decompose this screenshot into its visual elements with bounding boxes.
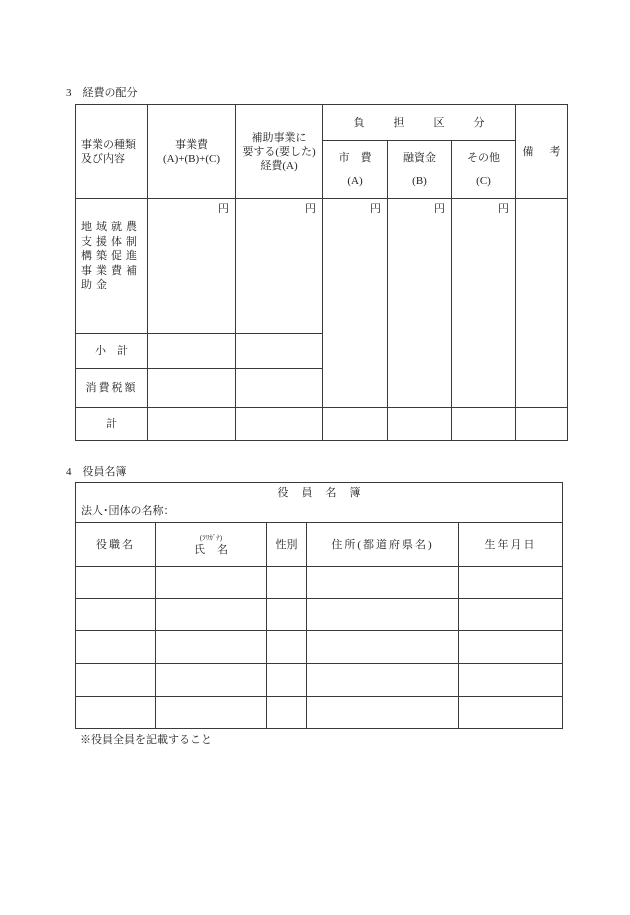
roster-row-cell — [75, 696, 156, 729]
header-gender — [266, 522, 307, 567]
total-loan-cell — [387, 407, 452, 441]
roster-row-cell — [75, 630, 156, 664]
project-name-line-5: 助金 — [81, 279, 111, 291]
header-address — [306, 522, 459, 567]
header-name-label: 氏名 — [194, 543, 240, 556]
header-city-expense — [322, 140, 388, 199]
yen-unit: 円 — [305, 203, 316, 215]
header-address-label: 住所(都道府県名) — [331, 538, 434, 551]
roster-row-cell — [266, 696, 307, 729]
roster-row-cell — [155, 696, 267, 729]
roster-row-cell — [155, 630, 267, 664]
subtotal-label: 小 計 — [95, 345, 128, 357]
tax-label-cell — [75, 368, 148, 408]
header-birthdate-label: 生年月日 — [484, 538, 537, 551]
total-remarks-cell — [515, 407, 568, 441]
subtotal-total-cost-cell — [147, 333, 236, 369]
project-name-cell — [75, 198, 148, 334]
other-cell — [451, 198, 516, 408]
header-name — [155, 522, 267, 567]
subtotal-subsidy-cost-cell — [235, 333, 323, 369]
total-cost-cell — [147, 198, 236, 334]
subtotal-label-cell — [75, 333, 148, 369]
header-project-type — [75, 104, 148, 199]
roster-row-cell — [266, 663, 307, 697]
roster-row-cell — [306, 663, 459, 697]
roster-row-cell — [458, 663, 563, 697]
roster-row-cell — [458, 566, 563, 599]
header-burden-category-label: 負担区分 — [353, 116, 514, 129]
header-gender-label: 性別 — [275, 538, 298, 551]
roster-row-cell — [266, 598, 307, 631]
roster-row-cell — [458, 630, 563, 664]
tax-subsidy-cost-cell — [235, 368, 323, 408]
project-name-line-3: 構築促進 — [81, 250, 141, 262]
header-total-cost-line-1: 事業費 — [175, 138, 208, 151]
header-total-cost — [147, 104, 236, 199]
header-other-code: (C) — [476, 174, 491, 187]
roster-row-cell — [306, 598, 459, 631]
roster-row-cell — [75, 663, 156, 697]
header-project-type-line-2: 及び内容 — [81, 152, 125, 165]
roster-row-cell — [458, 598, 563, 631]
roster-row-cell — [458, 696, 563, 729]
roster-row-cell — [266, 566, 307, 599]
header-loan-code: (B) — [412, 174, 427, 187]
yen-unit: 円 — [370, 203, 381, 215]
header-project-type-line-1: 事業の種類 — [81, 138, 136, 151]
total-total-cost-cell — [147, 407, 236, 441]
project-name-line-4: 事業費補 — [81, 264, 141, 277]
total-subsidy-cost-cell — [235, 407, 323, 441]
total-label-cell — [75, 407, 148, 441]
header-subsidy-cost-line-2: 要する(要した) — [242, 145, 316, 158]
total-other-cell — [451, 407, 516, 441]
header-city-expense-code: (A) — [347, 174, 363, 187]
tax-label: 消費税額 — [85, 382, 138, 394]
subsidy-cost-cell — [235, 198, 323, 334]
header-subsidy-cost-line-1: 補助事業に — [251, 131, 307, 144]
header-other-label: その他 — [467, 151, 500, 164]
city-expense-cell — [322, 198, 388, 408]
roster-row-cell — [75, 566, 156, 599]
tax-total-cost-cell — [147, 368, 236, 408]
loan-cell — [387, 198, 452, 408]
officer-roster-table — [75, 482, 563, 729]
header-birthdate — [458, 522, 563, 567]
header-furigana-label: (ﾌﾘｶﾞﾅ) — [199, 533, 223, 542]
roster-row-cell — [155, 566, 267, 599]
total-city-expense-cell — [322, 407, 388, 441]
roster-row-cell — [155, 663, 267, 697]
header-burden-category — [322, 104, 516, 141]
roster-row-cell — [75, 598, 156, 631]
project-name-line-2: 支援体制 — [81, 235, 141, 248]
project-name-line-1: 地域就農 — [81, 221, 141, 233]
remarks-cell — [515, 198, 568, 408]
header-position-label: 役職名 — [96, 538, 135, 551]
yen-unit: 円 — [218, 203, 229, 215]
yen-unit: 円 — [498, 203, 509, 215]
header-remarks-label: 備考 — [522, 145, 577, 158]
roster-title-cell — [75, 482, 563, 523]
roster-table-title-text: 役員名簿 — [277, 487, 374, 499]
header-remarks — [515, 104, 577, 199]
header-subsidy-cost — [235, 104, 323, 199]
header-loan — [387, 140, 452, 199]
expense-allocation-table — [75, 104, 577, 441]
roster-table-title — [76, 486, 562, 500]
header-position — [75, 522, 156, 567]
header-loan-label: 融資金 — [403, 151, 436, 164]
roster-note: ※役員全員を記載すること — [80, 734, 212, 746]
yen-unit: 円 — [434, 203, 445, 215]
total-label: 計 — [106, 418, 117, 430]
roster-row-cell — [155, 598, 267, 631]
roster-row-cell — [306, 630, 459, 664]
header-total-cost-line-2: (A)+(B)+(C) — [162, 152, 220, 165]
section-3-heading: 3 経費の配分 — [66, 87, 138, 99]
section-4-heading: 4 役員名簿 — [66, 466, 127, 478]
roster-row-cell — [266, 630, 307, 664]
roster-row-cell — [306, 696, 459, 729]
header-subsidy-cost-line-3: 経費(A) — [260, 159, 298, 172]
header-city-expense-label: 市 費 — [338, 151, 372, 164]
roster-row-cell — [306, 566, 459, 599]
organization-name-label: 法人･団体の名称： — [81, 505, 175, 517]
